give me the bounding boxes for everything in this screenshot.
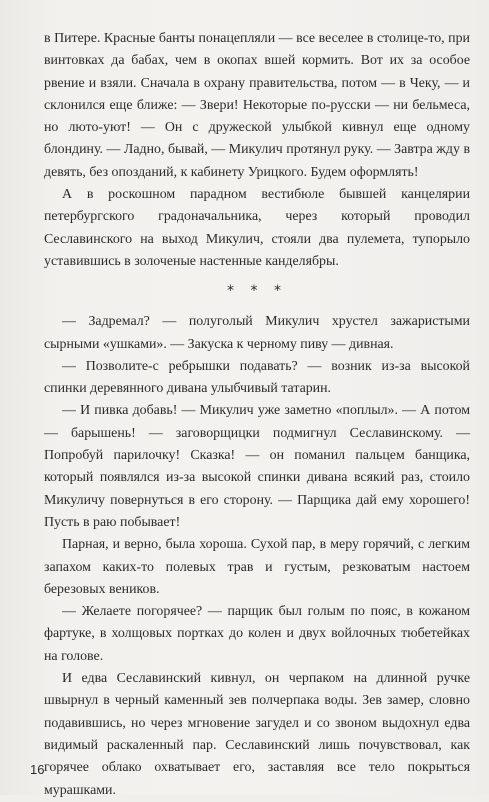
paragraph: А в роскошном парадном вестибюле бывшей канцелярии петербургского градоначальника, через который проводил Сеславинского на выход Микулич, стояли два пулемета, тупорыло уставившись в золоченые настенные канделябры.: [44, 187, 470, 269]
paragraph: — Желаете погорячее? — парщик был голым по пояс, в кожаном фартуке, в холщовых портках до колен и двух войлочных тюбетейках на голове.: [44, 604, 470, 664]
paragraph-continued: в Питере. Красные банты понацепляли — все веселее в столице-то, при винтовках да бабах, чем в окопах вшей кормить. Вот их за особое рвение и взяли. Сначала в охрану правительства, потом — в Чеку, — и склонился еще ближе: — Звери! Некоторые по-русски — ни бельмеса, но люто-уют! — Он с дружеской улыбкой кивнул еще одному блондину. — Ладно, бывай, — Микулич протянул руку. — Завтра жду в девять, без опозданий, к кабинету Урицкого. Будем оформлять!: [44, 31, 470, 180]
paragraph: — И пивка добавь! — Микулич уже заметно «поплыл». — А потом — барышень! — заговорщицки подмигнул Сеславинскому. — Попробуй парилочку! Сказка! — он поманил пальцем банщика, который появлялся из-за высокой спинки дивана всякий раз, стоило Микуличу повернуться в его сторону. — Парщика дай ему хорошего! Пусть в раю побывает!: [44, 403, 470, 530]
page-number: 16: [30, 762, 45, 777]
paragraph: Парная, и верно, была хороша. Сухой пар, в меру горячий, с легким запахом каких-то полевых трав и густым, резковатым настоем березовых веников.: [44, 537, 470, 597]
page-text: [44, 28, 470, 802]
section-separator: * * *: [227, 283, 287, 300]
paragraph: — Позволите-с ребрышки подавать? — возник из-за высокой спинки деревянного дивана улыбчивый татарин.: [44, 358, 470, 397]
paragraph: — Задремал? — полуголый Микулич хрустел зажаристыми сырными «ушками». — Закуска к черному пиву — дивная.: [44, 314, 470, 352]
paragraph: И едва Сеславинский кивнул, он черпаком на длинной ручке швырнул в черный каменный зев полчерпака воды. Зев замер, словно подавившись, но через мгновение загудел и со звоном выдохнул едва видимый раскаленный пар. Сеславинский лишь почувствовал, как горячее облако охватывает его, заставляя все тело покрыться мурашками.: [44, 671, 470, 798]
